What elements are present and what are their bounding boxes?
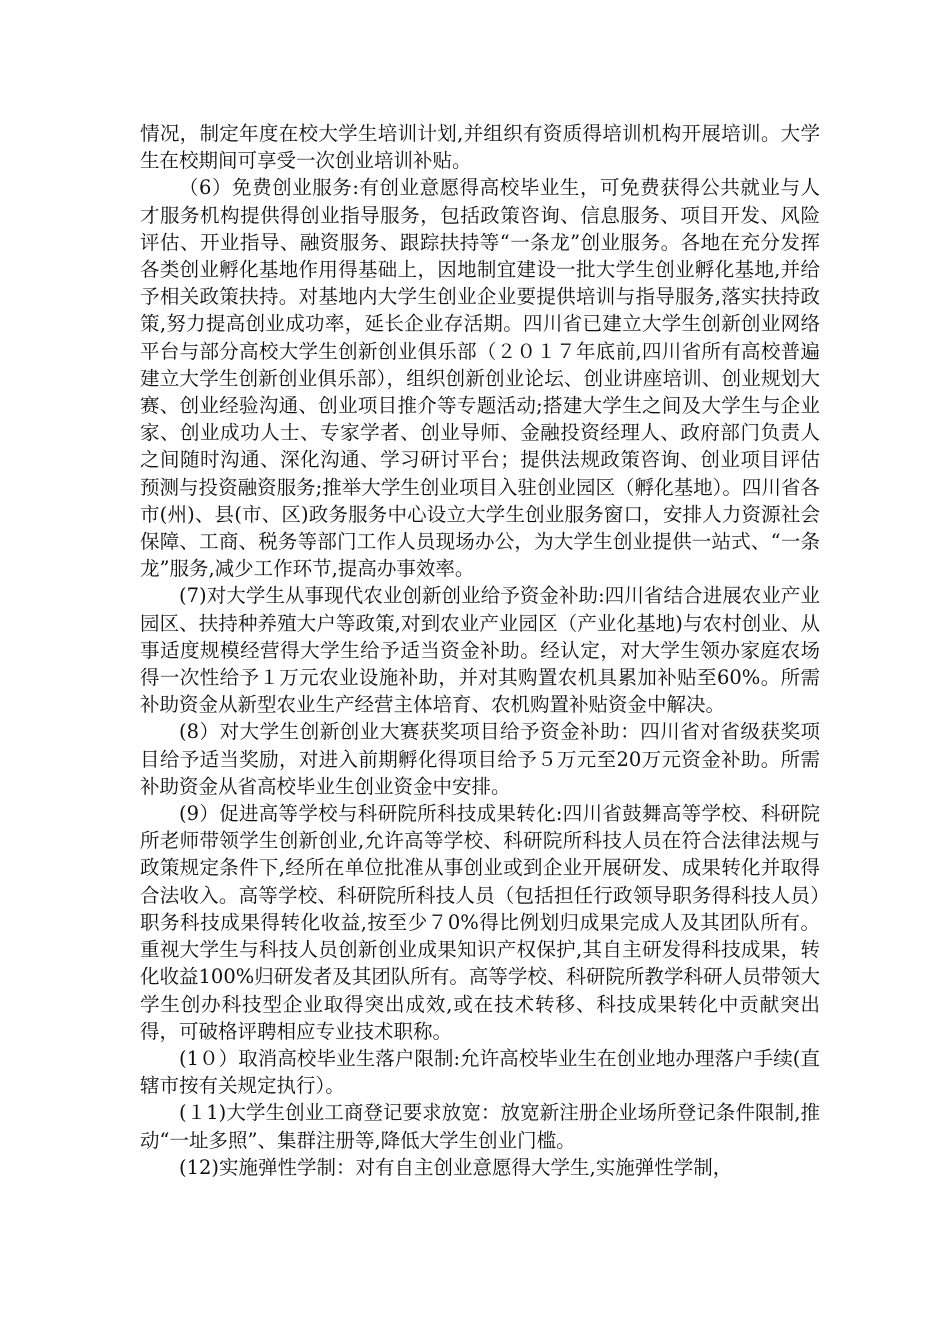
paragraph-agriculture-subsidy: (7)对大学生从事现代农业创新创业给予资金补助:四川省结合进展农业产业园区、扶持种养殖大户等政策,对到农业产业园区（产业化基地)与农村创业、从事适度规模经营得大学生给予适当资金补助。经认定，对大学生领办家庭农场得一次性给予１万元农业设施补助，并对其购置农机具累加补贴至60%。所需补助资金从新型农业生产经营主体培育、农机购置补贴资金中解决。 [140, 584, 820, 717]
paragraph-competition-subsidy: (8）对大学生创新创业大赛获奖项目给予资金补助：四川省对省级获奖项目给予适当奖励，对进入前期孵化得项目给予５万元至20万元资金补助。所需补助资金从省高校毕业生创业资金中安排。 [140, 720, 820, 798]
paragraph-tech-transfer: (9）促进高等学校与科研院所科技成果转化:四川省鼓舞高等学校、科研院所老师带领学生创新创业,允许高等学校、科研院所科技人员在符合法律法规与政策规定条件下,经所在单位批准从事创业或到企业开展研发、成果转化并取得合法收入。高等学校、科研院所科技人员（包括担任行政领导职务得科技人员）职务科技成果得转化收益,按至少７0%得比例划归成果完成人及其团队所有。重视大学生与科技人员创新创业成果知识产权保护,其自主研发得科技成果，转化收益100%归研发者及其团队所有。高等学校、科研院所教学科研人员带领大学生创办科技型企业取得突出成效,或在技术转移、科技成果转化中贡献突出得，可破格评聘相应专业技术职称。 [140, 802, 820, 1043]
paragraph-business-registration: (１1)大学生创业工商登记要求放宽：放宽新注册企业场所登记条件限制,推动“一址多照”、集群注册等,降低大学生创业门槛。 [140, 1101, 820, 1152]
document-page [140, 120, 820, 1181]
paragraph-training-continuation: 情况，制定年度在校大学生培训计划,并组织有资质得培训机构开展培训。大学生在校期间可享受一次创业培训补贴。 [140, 122, 820, 173]
paragraph-flexible-schooling: (12)实施弹性学制：对有自主创业意愿得大学生,实施弹性学制， [179, 1155, 733, 1179]
paragraph-household-registration: (1０）取消高校毕业生落户限制:允许高校毕业生在创业地办理落户手续(直辖市按有关规定执行）。 [140, 1046, 820, 1098]
paragraph-free-startup-services: （6）免费创业服务:有创业意愿得高校毕业生，可免费获得公共就业与人才服务机构提供得创业指导服务，包括政策咨询、信息服务、项目开发、风险评估、开业指导、融资服务、跟踪扶持等“一条龙”创业服务。各地在充分发挥各类创业孵化基地作用得基础上，因地制宜建设一批大学生创业孵化基地,并给予相关政策扶持。对基地内大学生创业企业要提供培训与指导服务,落实扶持政策,努力提高创业成功率，延长企业存活期。四川省已建立大学生创新创业网络平台与部分高校大学生创新创业俱乐部（２０１７年底前,四川省所有高校普遍建立大学生创新创业俱乐部），组织创新创业论坛、创业讲座培训、创业规划大赛、创业经验沟通、创业项目推介等专题活动;搭建大学生之间及大学生与企业家、创业成功人士、专家学者、创业导师、金融投资经理人、政府部门负责人之间随时沟通、深化沟通、学习研讨平台；提供法规政策咨询、创业项目评估预测与投资融资服务;推举大学生创业项目入驻创业园区（孵化基地）。四川省各市(州)、县(市、区)政务服务中心设立大学生创业服务窗口，安排人力资源社会保障、工商、税务等部门工作人员现场办公，为大学生创业提供一站式、“一条龙”服务,减少工作环节,提高办事效率。 [140, 176, 820, 581]
